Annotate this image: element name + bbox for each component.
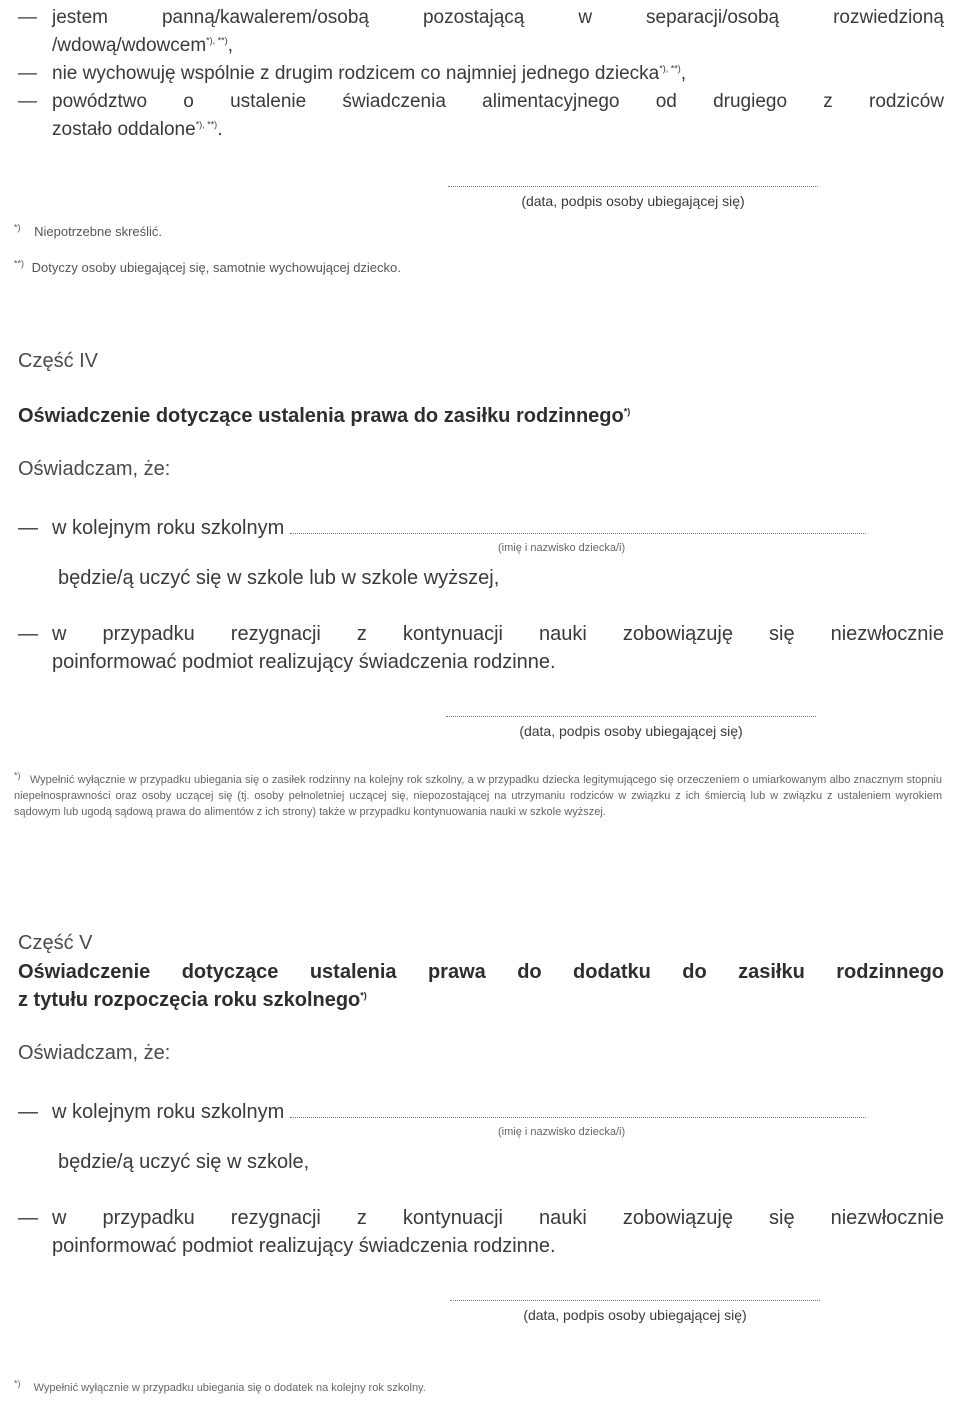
resignation-statement: w przypadku rezygnacji z kontynuacji nauki zobowiązuję się niezwłocznie: [52, 1207, 944, 1229]
child-name-caption: (imię i nazwisko dziecka/i): [498, 542, 626, 554]
child-name-field[interactable]: [290, 1117, 866, 1118]
child-name-caption: (imię i nazwisko dziecka/i): [498, 1126, 626, 1138]
list-dash: —: [18, 1207, 38, 1229]
section-heading: Część V: [18, 932, 93, 954]
resignation-statement-cont: poinformować podmiot realizujący świadczenia rodzinne.: [52, 1235, 556, 1257]
signature-line: [450, 1300, 820, 1301]
statement-alimony-dismissed-cont: zostało oddalone*), **).: [52, 119, 223, 140]
signature-caption: (data, podpis osoby ubiegającej się): [521, 193, 745, 209]
list-dash: —: [18, 517, 38, 539]
signature-field[interactable]: [446, 716, 816, 739]
list-dash: —: [18, 1101, 38, 1123]
footnote: *) Niepotrzebne skreślić.: [14, 222, 163, 239]
school-year-statement-cont: będzie/ą uczyć się w szkole,: [58, 1151, 310, 1173]
school-year-statement-cont: będzie/ą uczyć się w szkole lub w szkole wyższej,: [58, 567, 500, 589]
statement-not-raising-jointly: nie wychowuję wspólnie z drugim rodzicem co najmniej jednego dziecka*), **),: [52, 63, 687, 84]
signature-field[interactable]: [448, 186, 818, 209]
signature-caption: (data, podpis osoby ubiegającej się): [523, 1307, 747, 1323]
school-year-statement: w kolejnym roku szkolnym: [52, 514, 942, 542]
declaration-intro: Oświadczam, że:: [18, 1042, 171, 1064]
section-title: Oświadczenie dotyczące ustalenia prawa do zasiłku rodzinnego*): [18, 405, 631, 427]
resignation-statement: w przypadku rezygnacji z kontynuacji nauki zobowiązuję się niezwłocznie: [52, 623, 944, 645]
list-dash: —: [18, 7, 37, 28]
signature-line: [448, 186, 818, 187]
signature-line: [446, 716, 816, 717]
section-heading: Część IV: [18, 350, 99, 372]
declaration-intro: Oświadczam, że:: [18, 458, 171, 480]
statement-marital-status: jestem panną/kawalerem/osobą pozostającą w separacji/osobą rozwiedzioną: [52, 7, 944, 28]
list-dash: —: [18, 63, 37, 84]
list-dash: —: [18, 91, 37, 112]
signature-field[interactable]: [450, 1300, 820, 1323]
list-dash: —: [18, 623, 38, 645]
section-title-cont: z tytułu rozpoczęcia roku szkolnego*): [18, 989, 367, 1011]
resignation-statement-cont: poinformować podmiot realizujący świadczenia rodzinne.: [52, 651, 556, 673]
footnote: *) Wypełnić wyłącznie w przypadku ubiegania się o zasiłek rodzinny na kolejny rok szkolny, a w przypadku dziecka legitymującego się orzeczeniem o umiarkowanym albo znacznym stopniu niepełnosprawności oraz osoby uczącej się (tj. osoby pełnoletniej uczącej się, niepozostającej na utrzymaniu rodziców w związku z ich śmiercią lub w związku z ustaleniem wyrokiem sądowym lub ugodą sądową prawa do alimentów z ich strony) także w przypadku kontynuowania nauki w szkole wyższej.: [14, 770, 942, 818]
footnote: **) Dotyczy osoby ubiegającej się, samotnie wychowującej dziecko.: [14, 258, 401, 275]
section-title: Oświadczenie dotyczące ustalenia prawa do dodatku do zasiłku rodzinnego: [18, 961, 944, 983]
statement-marital-status-cont: /wdową/wdowcem*), **),: [52, 35, 233, 56]
signature-caption: (data, podpis osoby ubiegającej się): [519, 723, 743, 739]
footnote: *) Wypełnić wyłącznie w przypadku ubiegania się o dodatek na kolejny rok szkolny.: [14, 1378, 426, 1394]
statement-alimony-dismissed: powództwo o ustalenie świadczenia alimentacyjnego od drugiego z rodziców: [52, 91, 944, 112]
child-name-field[interactable]: [290, 533, 866, 534]
school-year-statement: w kolejnym roku szkolnym: [52, 1098, 942, 1126]
